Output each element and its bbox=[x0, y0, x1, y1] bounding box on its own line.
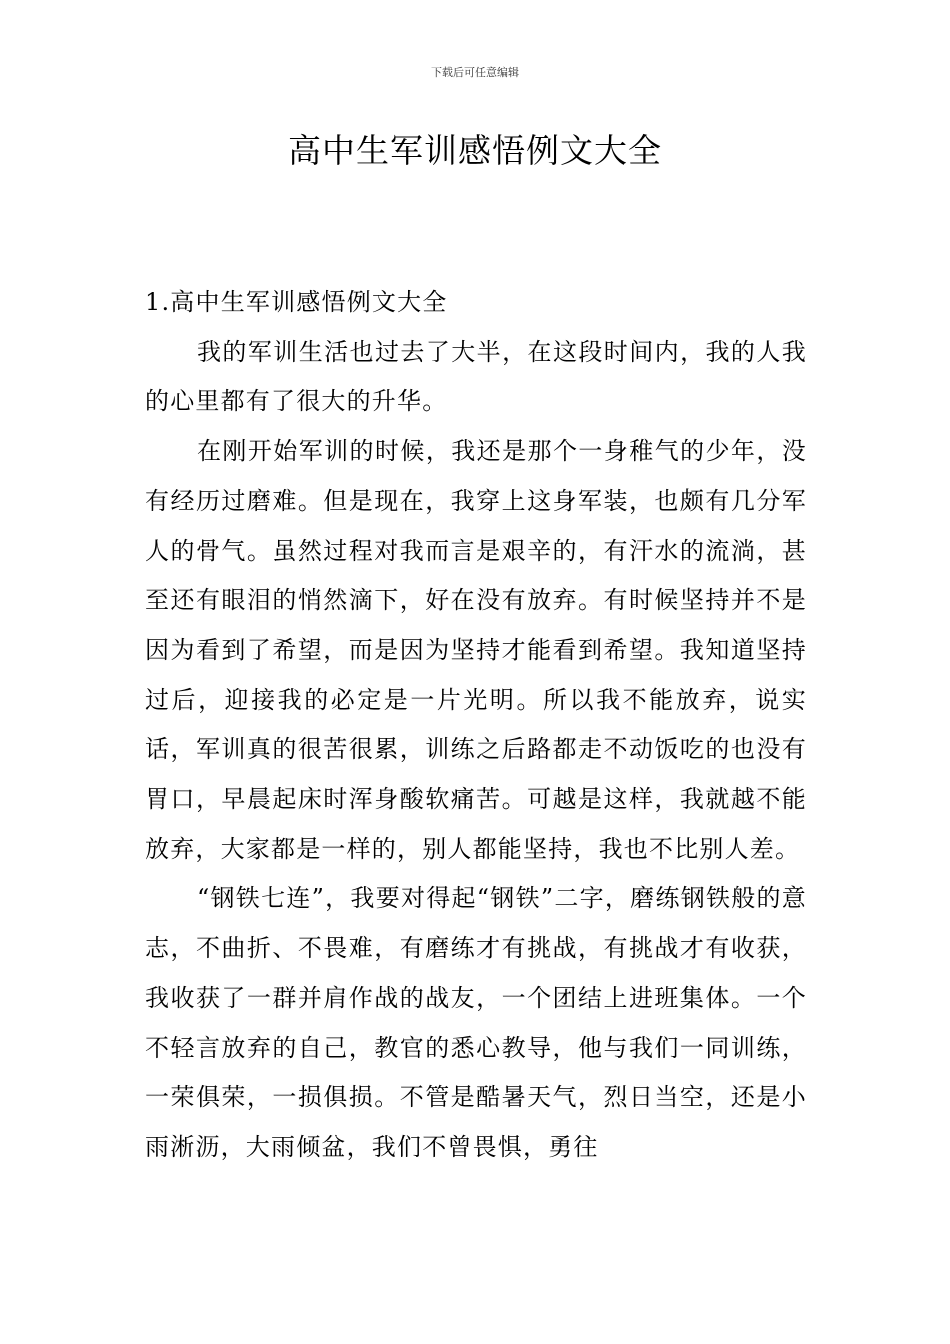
header-note: 下载后可任意编辑 bbox=[431, 66, 519, 79]
paragraph-3: “钢铁七连”，我要对得起“钢铁”二字，磨练钢铁般的意志，不曲折、不畏难，有磨练才有挑战，有挑战才有收获，我收获了一群并肩作战的战友，一个团结上进班集体。一个不轻言放弃的自己，教官的悉心教导，他与我们一同训练，一荣俱荣，一损俱损。不管是酷暑天气，烈日当空，还是小雨淅沥，大雨倾盆，我们不曾畏惧，勇往 bbox=[145, 884, 807, 1161]
paragraph-1: 我的军训生活也过去了大半，在这段时间内，我的人我的心里都有了很大的升华。 bbox=[145, 337, 807, 416]
section-heading: 1.高中生军训感悟例文大全 bbox=[145, 288, 448, 316]
paragraph-2: 在刚开始军训的时候，我还是那个一身稚气的少年，没有经历过磨难。但是现在，我穿上这身军装，也颇有几分军人的骨气。虽然过程对我而言是艰辛的，有汗水的流淌，甚至还有眼泪的悄然滴下，好在没有放弃。有时候坚持并不是因为看到了希望，而是因为坚持才能看到希望。我知道坚持过后，迎接我的必定是一片光明。所以我不能放弃，说实话，军训真的很苦很累，训练之后路都走不动饭吃的也没有胃口，早晨起床时浑身酸软痛苦。可越是这样，我就越不能放弃，大家都是一样的，别人都能坚持，我也不比别人差。 bbox=[145, 437, 807, 863]
document-title: 高中生军训感悟例文大全 bbox=[288, 131, 662, 170]
document-body bbox=[145, 278, 807, 1173]
